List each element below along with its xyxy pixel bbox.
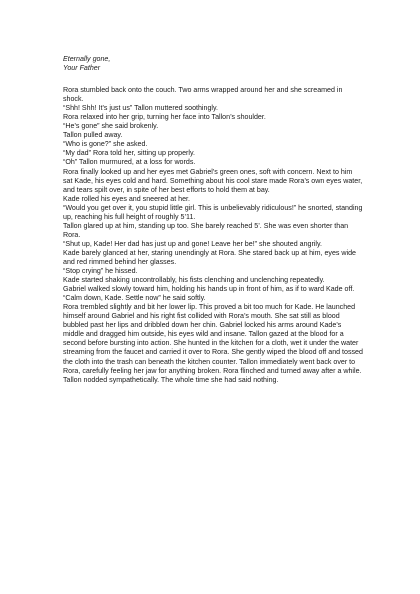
paragraph: “My dad” Rora told her, sitting up properly. [63,149,195,158]
paragraph: Gabriel walked slowly toward him, holding his hands up in front of him, as if to ward Kade off. [63,285,355,294]
story-text [63,86,363,385]
closing-line: Eternally gone, [63,55,111,63]
paragraph: Rora finally looked up and her eyes met Gabriel’s green ones, soft with concern. Next to him sat Kade, his eyes cold and hard. Something about his cool stare made Rora’s own eyes water, and tears spilt over, in spite of her best efforts to hold them at bay. [63,167,363,194]
paragraph: “Who is gone?” she asked. [63,140,148,149]
paragraph: “Calm down, Kade. Settle now” he said softly. [63,294,206,303]
paragraph: “Shut up, Kade! Her dad has just up and gone! Leave her be!” she shouted angrily. [63,239,322,248]
signature-line: Your Father [63,64,101,73]
paragraph: Rora stumbled back onto the couch. Two arms wrapped around her and she screamed in shock. [63,86,343,104]
paragraph: “Shh! Shh! It’s just us” Tallon muttered soothingly. [63,104,218,113]
paragraph: Kade barely glanced at her, staring unendingly at Rora. She stared back up at him, eyes wide and red rimmed behind her glasses. [63,248,356,266]
paragraph: Tallon glared up at him, standing up too. She barely reached 5’. She was even shorter than Rora. [63,221,349,239]
paragraph: Kade started shaking uncontrollably, his fists clenching and unclenching repeatedly. [63,276,325,285]
paragraph: Kade rolled his eyes and sneered at her. [63,194,190,203]
paragraph: “Stop crying” he hissed. [63,267,138,276]
paragraph: “He’s gone” she said brokenly. [63,122,159,131]
section-gap [63,73,363,86]
document-body [63,55,363,385]
paragraph: “Oh” Tallon murmured, at a loss for words. [63,158,196,167]
paragraph: Rora relaxed into her grip, turning her face into Tallon’s shoulder. [63,113,266,122]
paragraph: Rora trembled slightly and bit her lower lip. This proved a bit too much for Kade. He launched himself around Gabriel and his right fist collided with Rora’s mouth. She sat still as blood bubbled past her lips and dribbled down her chin. Gabriel locked his arms around Kade’s middle and dragged him outside, his eyes wild and insane. Tallon gazed at the blood for a second before bursting into action. She hunted in the kitchen for a cloth, wet it under the water streaming from the faucet and carried it over to Rora. She gently wiped the blood off and tossed the cloth into the trash can beneath the kitchen counter. Tallon immediately went back over to Rora, carefully feeling her jaw for anything broken. Rora flinched and turned away after a while. Tallon nodded sympathetically. The whole time she had said nothing. [63,303,363,384]
paragraph: “Would you get over it, you stupid little girl. This is unbelievably ridiculous!” he snorted, standing up, reaching his full height of roughly 5’11. [63,203,363,221]
paragraph: Tallon pulled away. [63,131,123,140]
